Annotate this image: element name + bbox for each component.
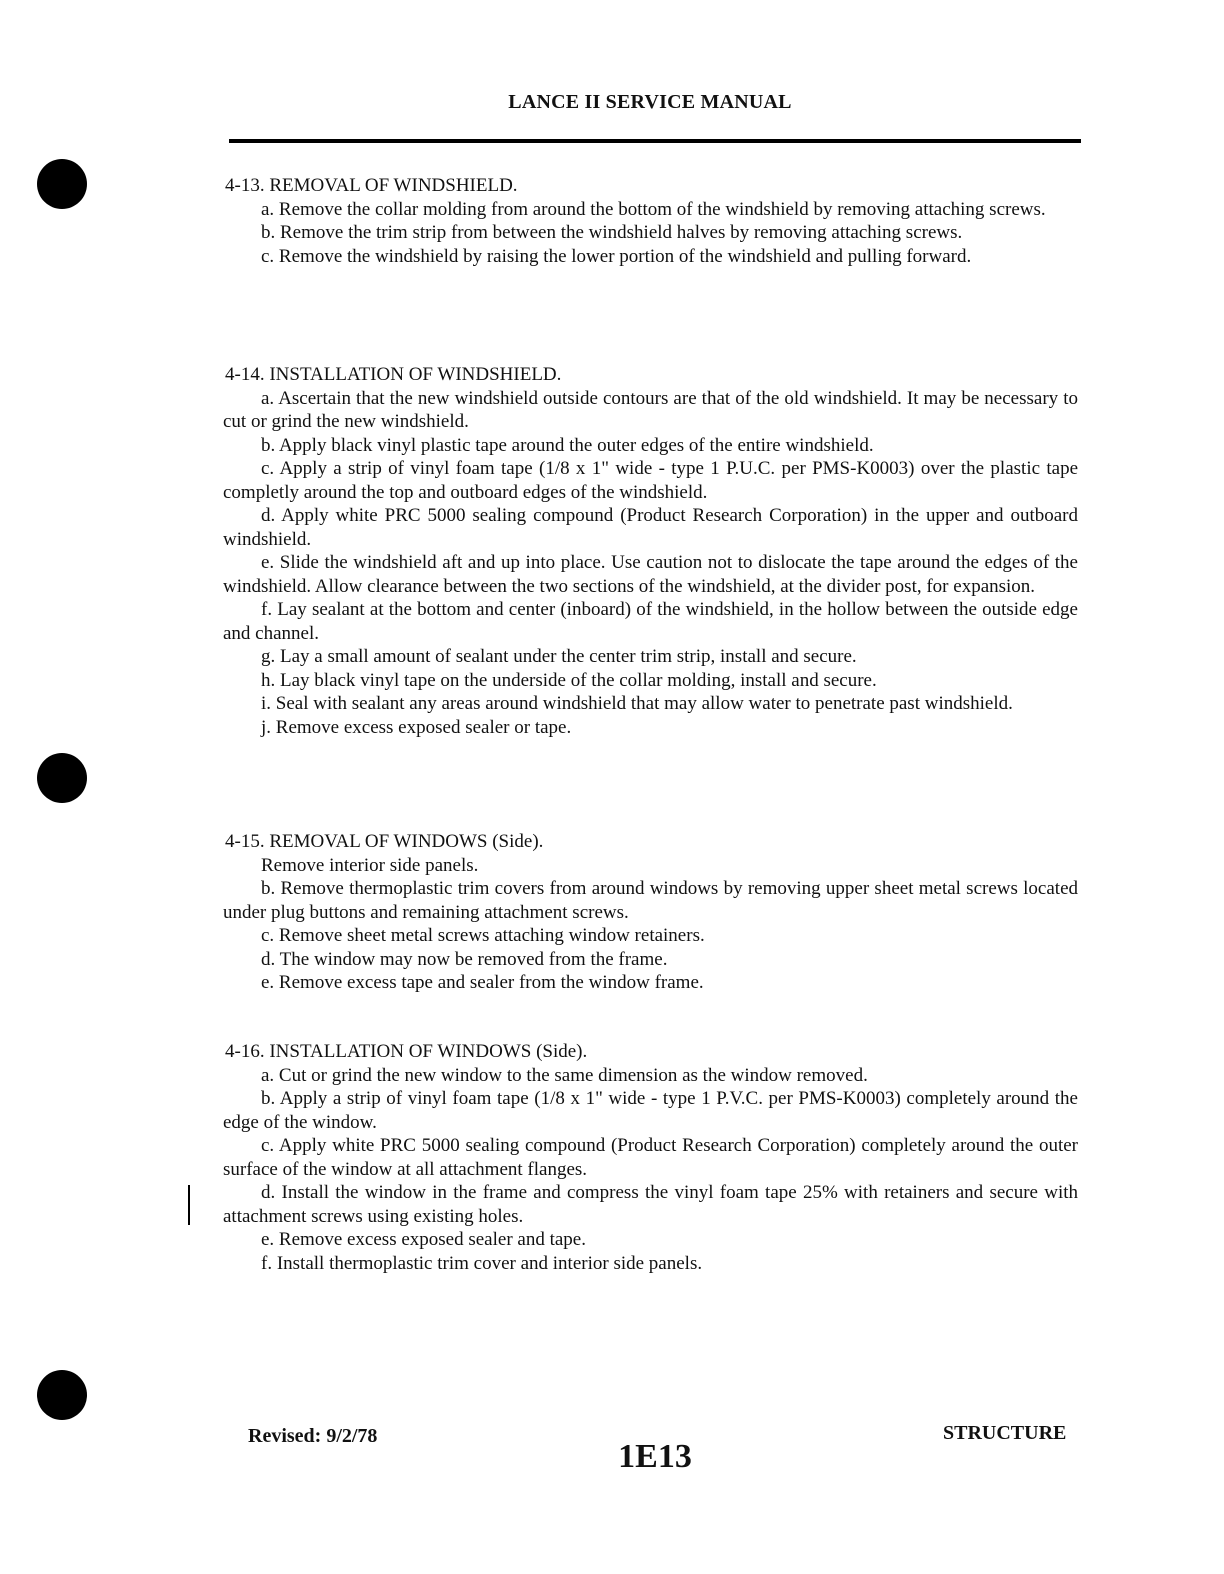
revision-change-bar <box>188 1185 190 1225</box>
step-item: c. Remove the windshield by raising the lower portion of the windshield and pulling forward. <box>261 245 972 267</box>
section-4-15 <box>223 830 1078 995</box>
step-item: c. Apply white PRC 5000 sealing compound (Product Research Corporation) completely around the outer surface of the window at all attachment flanges. <box>223 1135 1078 1180</box>
step-item: d. Apply white PRC 5000 sealing compound (Product Research Corporation) in the upper and outboard windshield. <box>223 505 1078 550</box>
step-item: b. Remove the trim strip from between the windshield halves by removing attaching screws. <box>261 222 963 243</box>
step-item: a. Ascertain that the new windshield outside contours are that of the old windshield. It may be necessary to cut or grind the new windshield. <box>223 387 1078 432</box>
step-item: i. Seal with sealant any areas around windshield that may allow water to penetrate past windshield. <box>261 693 1013 714</box>
step-item: c. Remove sheet metal screws attaching window retainers. <box>261 925 705 946</box>
page-header-title: LANCE II SERVICE MANUAL <box>508 91 792 113</box>
step-item: c. Apply a strip of vinyl foam tape (1/8 x 1" wide - type 1 P.U.C. per PMS-K0003) over the plastic tape completly around the top and outboard edges of the windshield. <box>223 458 1078 503</box>
binder-hole-bottom <box>37 1370 87 1420</box>
section-4-16 <box>223 1040 1078 1275</box>
step-item: d. Install the window in the frame and compress the vinyl foam tape 25% with retainers and secure with attachment screws using existing holes. <box>223 1182 1078 1227</box>
footer-page-number: 1E13 <box>618 1438 692 1475</box>
section-title: 4-15. REMOVAL OF WINDOWS (Side). <box>225 831 544 852</box>
step-item: h. Lay black vinyl tape on the underside of the collar molding, install and secure. <box>261 669 877 691</box>
header-rule <box>229 139 1081 143</box>
step-item: a. Remove the collar molding from around the bottom of the windshield by removing attaching screws. <box>261 198 1046 220</box>
step-item: g. Lay a small amount of sealant under the center trim strip, install and secure. <box>261 646 857 667</box>
footer-revised-date: Revised: 9/2/78 <box>248 1425 378 1447</box>
step-item: b. Remove thermoplastic trim covers from around windows by removing upper sheet metal screws located under plug buttons and remaining attachment screws. <box>223 878 1078 923</box>
step-item: f. Lay sealant at the bottom and center (inboard) of the windshield, in the hollow between the outside edge and channel. <box>223 599 1078 644</box>
step-item: e. Slide the windshield aft and up into place. Use caution not to dislocate the tape around the edges of the windshield. Allow clearance between the two sections of the windshield, at the divider post, for expansion. <box>223 552 1078 597</box>
footer-chapter-name: STRUCTURE <box>943 1422 1067 1444</box>
step-item: j. Remove excess exposed sealer or tape. <box>261 716 572 738</box>
step-item: b. Apply a strip of vinyl foam tape (1/8 x 1" wide - type 1 P.V.C. per PMS-K0003) completely around the edge of the window. <box>223 1088 1078 1133</box>
binder-hole-middle <box>37 753 87 803</box>
step-item: e. Remove excess exposed sealer and tape. <box>261 1229 586 1250</box>
section-title: 4-16. INSTALLATION OF WINDOWS (Side). <box>225 1041 588 1062</box>
step-item: b. Apply black vinyl plastic tape around the outer edges of the entire windshield. <box>261 434 874 456</box>
step-item: a. Cut or grind the new window to the same dimension as the window removed. <box>261 1064 868 1086</box>
section-title: 4-14. INSTALLATION OF WINDSHIELD. <box>225 364 562 385</box>
step-item: d. The window may now be removed from the frame. <box>261 948 668 970</box>
section-title: 4-13. REMOVAL OF WINDSHIELD. <box>225 175 518 196</box>
step-item: f. Install thermoplastic trim cover and interior side panels. <box>261 1252 703 1274</box>
step-item: Remove interior side panels. <box>261 854 479 876</box>
section-4-13 <box>223 174 1078 268</box>
section-4-14 <box>223 363 1078 739</box>
step-item: e. Remove excess tape and sealer from the window frame. <box>261 972 704 993</box>
binder-hole-top <box>37 159 87 209</box>
